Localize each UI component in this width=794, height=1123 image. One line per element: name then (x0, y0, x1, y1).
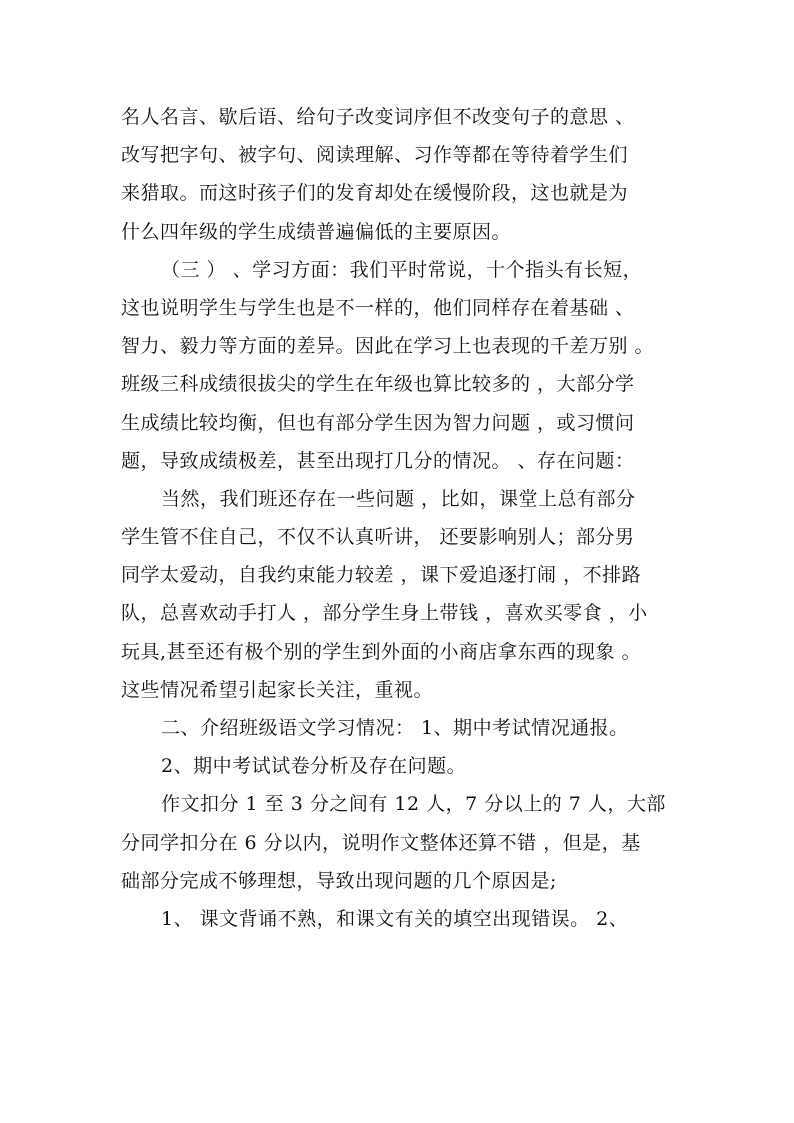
text-line: 生成绩比较均衡，但也有部分学生因为智力问题 ，或习惯问 (121, 411, 635, 434)
text-line: 2、期中考试试卷分析及存在问题。 (161, 755, 467, 778)
text-line: 改写把字句、被字句、阅读理解、习作等都在等待着学生们 (121, 144, 629, 167)
body-text (121, 98, 681, 938)
text-line: 智力、毅力等方面的差异。因此在学习上也表现的千差万别 。 (121, 335, 655, 358)
text-line: 什么四年级的学生成绩普遍偏低的主要原因。 (121, 220, 512, 243)
text-line: 同学太爱动，自我约束能力较差 ，课下爱追逐打闹 ，不排路 (121, 564, 642, 587)
text-line: 础部分完成不够理想，导致出现问题的几个原因是; (121, 869, 557, 892)
text-line: 玩具,甚至还有极个别的学生到外面的小商店拿东西的现象 。 (121, 640, 642, 663)
text-line: 名人名言、歇后语、给句子改变词序但不改变句子的意思 、 (121, 106, 635, 128)
text-line: 分同学扣分在 6 分以内，说明作文整体还算不错 ，但是，基 (121, 831, 641, 854)
text-line: 队，总喜欢动手打人 ，部分学生身上带钱 ，喜欢买零食 ，小 (121, 602, 648, 625)
text-line: 班级三科成绩很拔尖的学生在年级也算比较多的 ，大部分学 (121, 373, 635, 396)
text-line: 作文扣分 1 至 3 分之间有 12 人，7 分以上的 7 人，大部 (161, 793, 666, 816)
text-line: 当然，我们班还存在一些问题 ，比如，课堂上总有部分 (161, 487, 636, 510)
text-line: 题，导致成绩极差，甚至出现打几分的情况。 、存在问题： (121, 449, 635, 472)
text-line: 这也说明学生与学生也是不一样的，他们同样存在着基础 、 (121, 296, 635, 319)
text-line: （三 ） 、学习方面：我们平时常说，十个指头有长短， (161, 258, 643, 281)
text-line: 学生管不住自己，不仅不认真听讲， 还要影响别人；部分男 (121, 526, 635, 549)
text-line: 1、 课文背诵不熟，和课文有关的填空出现错误。 2、 (161, 907, 629, 930)
text-line: 这些情况希望引起家长关注，重视。 (121, 678, 434, 701)
text-line: 来猎取。而这时孩子们的发育却处在缓慢阶段，这也就是为 (121, 182, 629, 205)
text-line: 二、介绍班级语文学习情况： 1、期中考试情况通报。 (161, 717, 629, 739)
